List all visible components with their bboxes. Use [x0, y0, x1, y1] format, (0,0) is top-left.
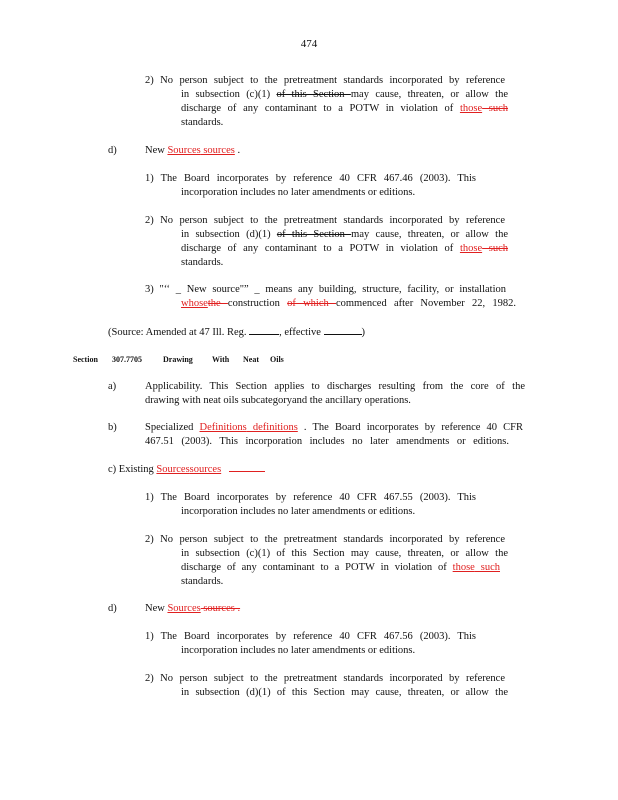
deleted-text: of this Section [276, 229, 352, 240]
inserted-text: those [459, 243, 483, 254]
paragraph-line: 1) The Board incorporates by reference 40 CFR 467.56 (2003). This [145, 631, 476, 642]
paragraph-line: 1) The Board incorporates by reference 40 CFR 467.55 (2003). This [145, 492, 476, 503]
paragraph-line [181, 561, 500, 574]
text-run: . [234, 145, 241, 156]
deleted-text: such [482, 103, 509, 114]
blank-line [249, 325, 279, 335]
text-run: construction [227, 298, 288, 309]
inserted-text: whose [181, 298, 208, 309]
list-label: d) [108, 145, 117, 156]
paragraph-line [181, 228, 508, 241]
paragraph-line [181, 102, 508, 115]
text-run: may cause, threaten, or allow the [350, 89, 508, 100]
blank-line [324, 325, 362, 335]
page-number: 474 [300, 38, 318, 50]
paragraph-line: 3) "‘‘ _ New source"” _ means any building, structure, facility, or installation [145, 284, 506, 295]
list-label: d) [108, 603, 117, 614]
paragraph-line: incorporation includes no later amendments or editions. [181, 645, 416, 656]
paragraph-line: Applicability. This Section applies to discharges resulting from the core of the [145, 381, 525, 392]
paragraph-line: incorporation includes no later amendments or editions. [181, 506, 416, 517]
paragraph-line [181, 88, 508, 101]
paragraph-line: 2) No person subject to the pretreatment standards incorporated by reference [145, 534, 505, 545]
text-run: New [145, 145, 168, 156]
paragraph-line: in subsection (c)(1) of this Section may cause, threaten, or allow the [181, 548, 508, 559]
paragraph-line: 467.51 (2003). This incorporation includes no later amendments or editions. [145, 436, 509, 447]
paragraph-line: standards. [181, 576, 224, 587]
paragraph-line [181, 242, 508, 255]
inserted-text: sources [200, 145, 235, 156]
paragraph-line: 2) No person subject to the pretreatment standards incorporated by reference [145, 215, 505, 226]
text-run: . The Board incorporates by reference 40 CFR [297, 422, 523, 433]
paragraph-line: in subsection (d)(1) of this Section may cause, threaten, or allow the [181, 687, 508, 698]
text-run: Specialized [145, 422, 200, 433]
paragraph-line: standards. [181, 117, 224, 128]
text-run: in subsection (c)(1) [181, 89, 277, 100]
list-label: b) [108, 422, 117, 433]
paragraph-line [145, 602, 240, 615]
section-title-word: Neat [243, 355, 259, 364]
text-run: in subsection (d)(1) [181, 229, 277, 240]
text-run: (Source: Amended at 47 Ill. Reg. [108, 327, 250, 338]
inserted-text: Sources [156, 464, 190, 475]
inserted-text: Definitions [199, 422, 247, 433]
deleted-text: of which [287, 298, 336, 309]
paragraph-line [145, 421, 523, 434]
paragraph-line [108, 463, 265, 476]
section-title-word: Drawing [163, 355, 193, 364]
text-run: commenced after November 22, 1982. [335, 298, 516, 309]
paragraph-line: 1) The Board incorporates by reference 40 CFR 467.46 (2003). This [145, 173, 476, 184]
deleted-text: the [207, 298, 228, 309]
text-run: c) Existing [108, 464, 157, 475]
deleted-text: sources . [200, 603, 241, 614]
inserted-text: Sources [167, 145, 201, 156]
text-run: , effective [279, 327, 324, 338]
inserted-text: those [452, 562, 475, 573]
inserted-text: sources [189, 464, 222, 475]
text-run: discharge of any contaminant to a POTW in violation of [181, 103, 460, 114]
paragraph-line: drawing with neat oils subcategoryand the ancillary operations. [145, 395, 411, 406]
list-label: a) [108, 381, 117, 392]
deleted-text: of this Section [276, 89, 351, 100]
inserted-text: those [459, 103, 483, 114]
section-label: Section [73, 355, 98, 364]
section-number: 307.7705 [112, 355, 142, 364]
inserted-text: Sources [167, 603, 201, 614]
text-run: New [145, 603, 168, 614]
text-run: may cause, threaten, or allow the [351, 229, 509, 240]
deletion-mark [229, 465, 265, 472]
section-title-word: Oils [270, 355, 284, 364]
section-title-word: With [212, 355, 230, 364]
inserted-text: such [474, 562, 500, 573]
text-run: discharge of any contaminant to a POTW in violation of [181, 243, 460, 254]
paragraph-line [145, 144, 240, 157]
source-note [108, 325, 365, 339]
deleted-text: such [482, 243, 509, 254]
paragraph-line: incorporation includes no later amendments or editions. [181, 187, 416, 198]
text-run: ) [361, 327, 366, 338]
paragraph-line: 2) No person subject to the pretreatment standards incorporated by reference [145, 673, 505, 684]
paragraph-line: 2) No person subject to the pretreatment standards incorporated by reference [145, 75, 505, 86]
inserted-text: definitions [246, 422, 298, 433]
paragraph-line: standards. [181, 257, 224, 268]
text-run: discharge of any contaminant to a POTW in violation of [181, 562, 453, 573]
paragraph-line [181, 297, 516, 310]
